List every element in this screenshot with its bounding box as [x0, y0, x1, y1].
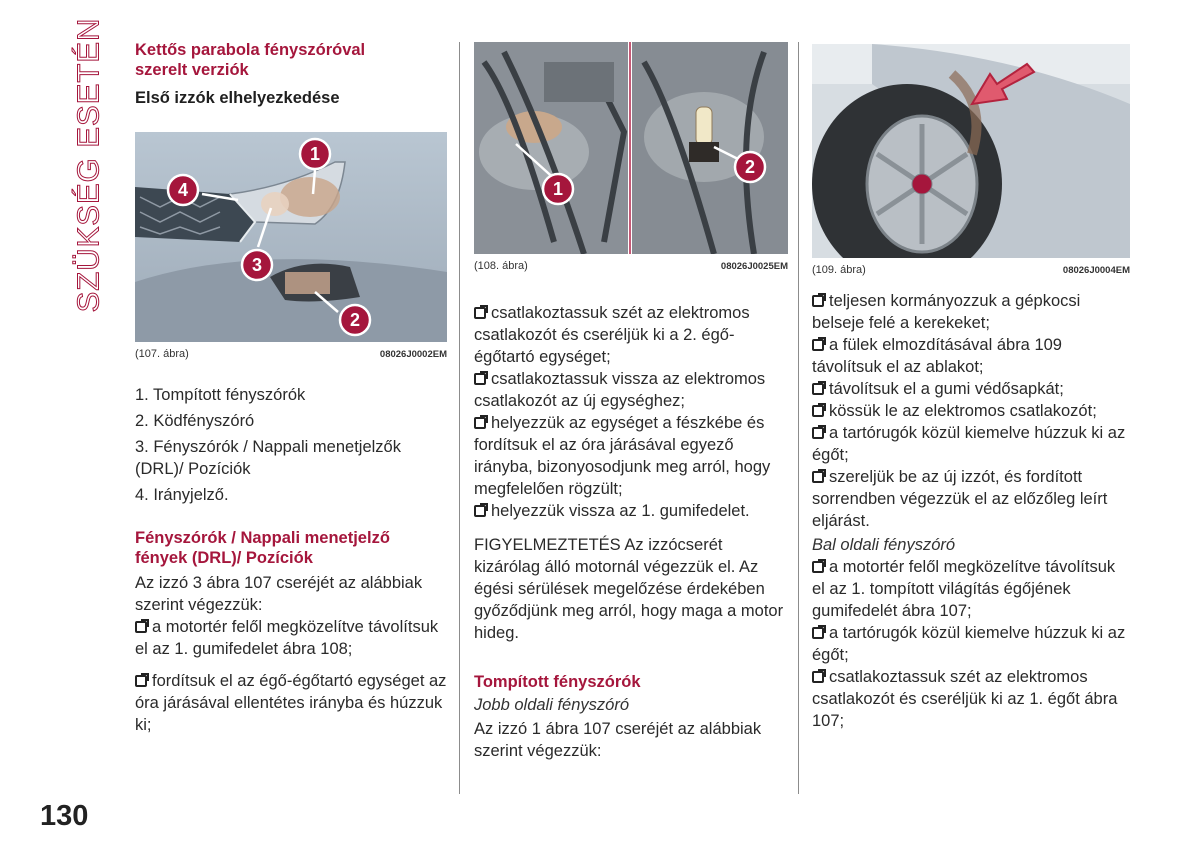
figure-109-number: (109. ábra)	[812, 264, 866, 276]
bullet-item: a tartórugók közül kiemelve húzzuk ki az égőt;	[812, 424, 1126, 464]
svg-text:4: 4	[177, 180, 189, 200]
bullet-list-b	[812, 556, 1130, 732]
figure-107-illustration	[135, 132, 447, 342]
figure-108-number: (108. ábra)	[474, 260, 528, 272]
legend-item: 2. Ködfényszóró	[135, 412, 255, 430]
bullet-list	[474, 302, 788, 522]
bullet-item: csatlakoztassuk szét az elektromos csatlakozót és cseréljük ki az 1. égőt ábra 107;	[812, 668, 1118, 730]
checkbox-icon	[474, 417, 486, 429]
bullet-item: távolítsuk el a gumi védősapkát;	[812, 378, 1130, 400]
callout-1	[543, 174, 573, 204]
section-heading-low-beam: Tompított fényszórók	[474, 673, 641, 691]
column-3	[812, 40, 1130, 732]
figure-109-illustration	[812, 44, 1130, 258]
figure-107	[135, 132, 447, 342]
checkbox-icon	[812, 627, 824, 639]
checkbox-icon	[474, 373, 486, 385]
legend-item: 3. Fényszórók / Nappali menetjelzők (DRL)/ Pozíciók	[135, 438, 401, 478]
column-divider-2	[798, 42, 799, 794]
figure-108-caption	[474, 260, 788, 272]
checkbox-icon	[135, 675, 147, 687]
checkbox-icon	[474, 505, 486, 517]
bullet-item: a tartórugók közül kiemelve húzzuk ki az égőt;	[812, 624, 1126, 664]
checkbox-icon	[474, 307, 486, 319]
bullet-item: a motortér felől megközelítve távolítsuk el az 1. gumifedelet ábra 108;	[135, 618, 439, 658]
column-1	[135, 40, 447, 736]
column-divider-1	[459, 42, 460, 794]
paragraph-intro: Az izzó 1 ábra 107 cseréjét az alábbiak szerint végezzük:	[474, 720, 762, 760]
figure-107-caption	[135, 348, 447, 360]
legend-list	[135, 384, 447, 506]
figure-109-caption	[812, 264, 1130, 276]
bullet-list-a	[812, 290, 1130, 532]
warning-paragraph: FIGYELMEZTETÉS Az izzócserét kizárólag álló motornál végezzük el. Az égési sérülések megelőzése érdekében győződjünk meg arról, hogy maga a motor hideg.	[474, 536, 784, 642]
figure-107-code: 08026J0002EM	[379, 349, 447, 360]
bullet-item: csatlakoztassuk szét az elektromos csatlakozót és cseréljük ki a 2. égő-égőtartó egységet;	[474, 304, 750, 366]
bullet-item: teljesen kormányozzuk a gépkocsi belseje felé a kerekeket;	[812, 292, 1081, 332]
checkbox-icon	[812, 427, 824, 439]
bullet-item: helyezzük az egységet a fészkébe és fordítsuk el az óra járásával egyező irányba, bizonyosodjunk meg arról, hogy megfelelően rögzült;	[474, 414, 771, 498]
bullet-item: helyezzük vissza az 1. gumifedelet.	[474, 500, 788, 522]
section-heading-dual-parabola: Kettős parabola fényszóróval szerelt verziók	[135, 41, 366, 79]
bullet-item: fordítsuk el az égő-égőtartó egységet az óra járásával ellentétes irányba és húzzuk ki;	[135, 672, 447, 734]
bullet-item: kössük le az elektromos csatlakozót;	[812, 400, 1130, 422]
checkbox-icon	[812, 339, 824, 351]
checkbox-icon	[812, 471, 824, 483]
callout-2	[735, 152, 765, 182]
figure-108-code: 08026J0025EM	[720, 261, 788, 272]
bullet-item: csatlakoztassuk vissza az elektromos csatlakozót az új egységhez;	[474, 370, 766, 410]
callout-2	[340, 305, 370, 335]
bullet-item: szereljük be az új izzót, és fordított sorrendben végezzük el az előzőleg leírt eljárást.	[812, 468, 1108, 530]
bullet-item: a motortér felől megközelítve távolítsuk el az 1. tompított világítás égőjének gumifedelét ábra 107;	[812, 558, 1116, 620]
legend-item: 1. Tompított fényszórók	[135, 386, 306, 404]
section-side-title	[58, 17, 118, 313]
checkbox-icon	[812, 561, 824, 573]
column-2	[474, 40, 788, 762]
figure-108-illustration	[474, 42, 788, 254]
subheading-bulb-location: Első izzók elhelyezkedése	[135, 89, 340, 107]
figure-109-code: 08026J0004EM	[1062, 265, 1130, 276]
paragraph-intro: Az izzó 3 ábra 107 cseréjét az alábbiak szerint végezzük:	[135, 574, 423, 614]
svg-text:1: 1	[309, 144, 321, 164]
checkbox-icon	[812, 671, 824, 683]
checkbox-icon	[812, 295, 824, 307]
figure-107-number: (107. ábra)	[135, 348, 189, 360]
svg-text:3: 3	[251, 255, 263, 275]
callout-4	[168, 175, 198, 205]
svg-text:2: 2	[744, 157, 756, 177]
bullet-item: a fülek elmozdításával ábra 109 távolítsuk el az ablakot;	[812, 336, 1062, 376]
checkbox-icon	[812, 405, 824, 417]
section-heading-drl: Fényszórók / Nappali menetjelző fények (DRL)/ Pozíciók	[135, 529, 390, 567]
page-number: 130	[40, 800, 89, 832]
subheading-right-headlight: Jobb oldali fényszóró	[474, 696, 630, 714]
checkbox-icon	[135, 621, 147, 633]
figure-108	[474, 42, 788, 254]
side-title-text: SZÜKSÉG ESETÉN	[70, 17, 106, 313]
callout-1	[300, 139, 330, 169]
figure-109	[812, 44, 1130, 258]
checkbox-icon	[812, 383, 824, 395]
callout-3	[242, 250, 272, 280]
svg-text:1: 1	[552, 179, 564, 199]
legend-item: 4. Irányjelző.	[135, 486, 229, 504]
subheading-left-headlight: Bal oldali fényszóró	[812, 536, 956, 554]
svg-text:2: 2	[349, 310, 361, 330]
